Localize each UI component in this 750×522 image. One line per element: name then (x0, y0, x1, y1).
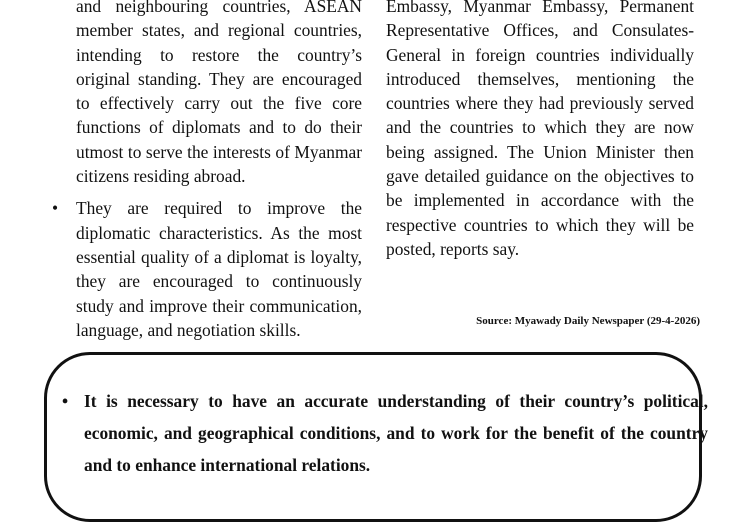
right-column (386, 0, 694, 261)
bullet-text: They are required to improve the diplomatic characteristics. As the most essential quality of a diplomat is loyalty, they are encouraged to continuously study and improve their communication, language, and negotiation skills. (76, 198, 362, 340)
bullet-item (52, 196, 362, 342)
paragraph-gap (52, 188, 362, 196)
callout-bullet (62, 385, 708, 481)
left-column (52, 0, 362, 342)
bullet-dot: • (52, 198, 59, 219)
source-citation: Source: Myawady Daily Newspaper (29-4-2026) (476, 315, 700, 327)
continued-paragraph: and neighbouring countries, ASEAN member states, and regional countries, intending to restore the country’s original standing. They are encouraged to effectively carry out the five core functions of diplomats and to do their utmost to serve the interests of Myanmar citizens residing abroad. (76, 0, 362, 187)
callout-bullet-text: It is necessary to have an accurate understanding of their country’s political, economic, and geographical conditions, and to work for the benefit of the country and to enhance international relations. (84, 391, 708, 475)
bullet-dot: • (62, 391, 69, 411)
right-paragraph: Embassy, Myanmar Embassy, Permanent Representative Offices, and Consulates-General in foreign countries individually introduced themselves, mentioning the countries where they had previously served and the countries to which they are now being assigned. The Union Minister then gave detailed guidance on the objectives to be implemented in accordance with the respective countries to which they will be posted, reports say. (386, 0, 694, 259)
